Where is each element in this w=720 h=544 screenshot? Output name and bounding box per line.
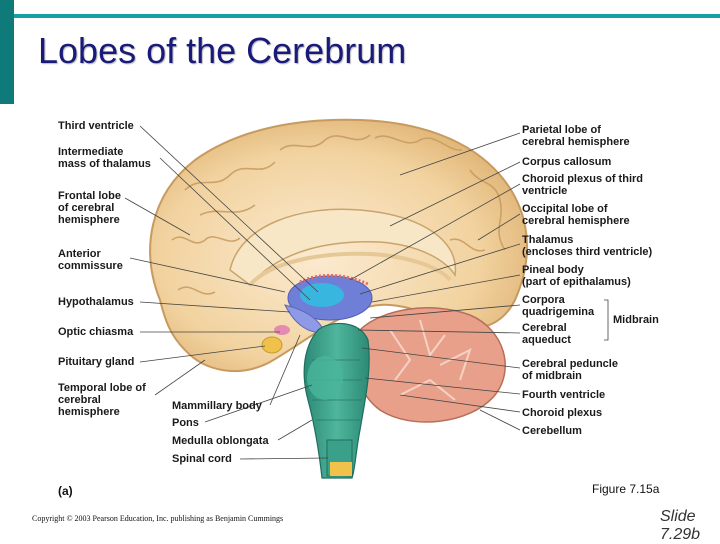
label-frontal-lobe: Frontal lobe of cerebral hemisphere (58, 190, 121, 226)
slide-number-line2: 7.29b (660, 526, 701, 543)
copyright-notice: Copyright © 2003 Pearson Education, Inc. publishing as Benjamin Cummings (32, 514, 284, 523)
label-pineal-body: Pineal body (part of epithalamus) (522, 264, 631, 288)
figure-part-label: (a) (58, 484, 73, 498)
label-corpus-callosum: Corpus callosum (522, 156, 612, 168)
label-hypothalamus: Hypothalamus (58, 296, 134, 308)
pons (307, 356, 343, 400)
slide-title: Lobes of the Cerebrum (38, 30, 407, 71)
label-mammillary-body: Mammillary body (172, 400, 262, 412)
label-cerebral-aqueduct: Cerebral aqueduct (522, 322, 571, 346)
cerebellum (355, 308, 505, 422)
optic-chiasma (274, 325, 290, 335)
label-occipital-lobe: Occipital lobe of cerebral hemisphere (522, 203, 630, 227)
label-intermediate-mass: Intermediate mass of thalamus (58, 146, 151, 170)
label-fourth-ventricle: Fourth ventricle (522, 389, 606, 401)
label-midbrain: Midbrain (613, 314, 659, 326)
slide-number (660, 508, 700, 544)
label-pons: Pons (172, 417, 199, 429)
label-medulla-oblongata: Medulla oblongata (172, 435, 269, 447)
slide-number-line1: Slide (660, 508, 696, 525)
label-choroid-plexus: Choroid plexus (522, 407, 603, 419)
label-spinal-cord: Spinal cord (172, 453, 232, 465)
label-thalamus: Thalamus (encloses third ventricle) (522, 234, 653, 258)
label-optic-chiasma: Optic chiasma (58, 326, 134, 338)
label-third-ventricle: Third ventricle (58, 120, 134, 132)
label-corpora-quadrigemina: Corpora quadrigemina (522, 294, 595, 318)
pituitary (262, 337, 282, 353)
label-parietal-lobe: Parietal lobe of cerebral hemisphere (522, 124, 630, 148)
label-cerebral-peduncle: Cerebral peduncle of midbrain (522, 358, 618, 382)
label-pituitary-gland: Pituitary gland (58, 356, 135, 368)
label-temporal-lobe: Temporal lobe of cerebral hemisphere (58, 382, 146, 418)
figure-caption: Figure 7.15a (592, 482, 660, 496)
label-anterior-commissure: Anterior commissure (58, 248, 123, 272)
third-ventricle (300, 283, 344, 307)
label-cerebellum: Cerebellum (522, 425, 582, 437)
label-choroid-plexus-third: Choroid plexus of third ventricle (522, 173, 643, 197)
